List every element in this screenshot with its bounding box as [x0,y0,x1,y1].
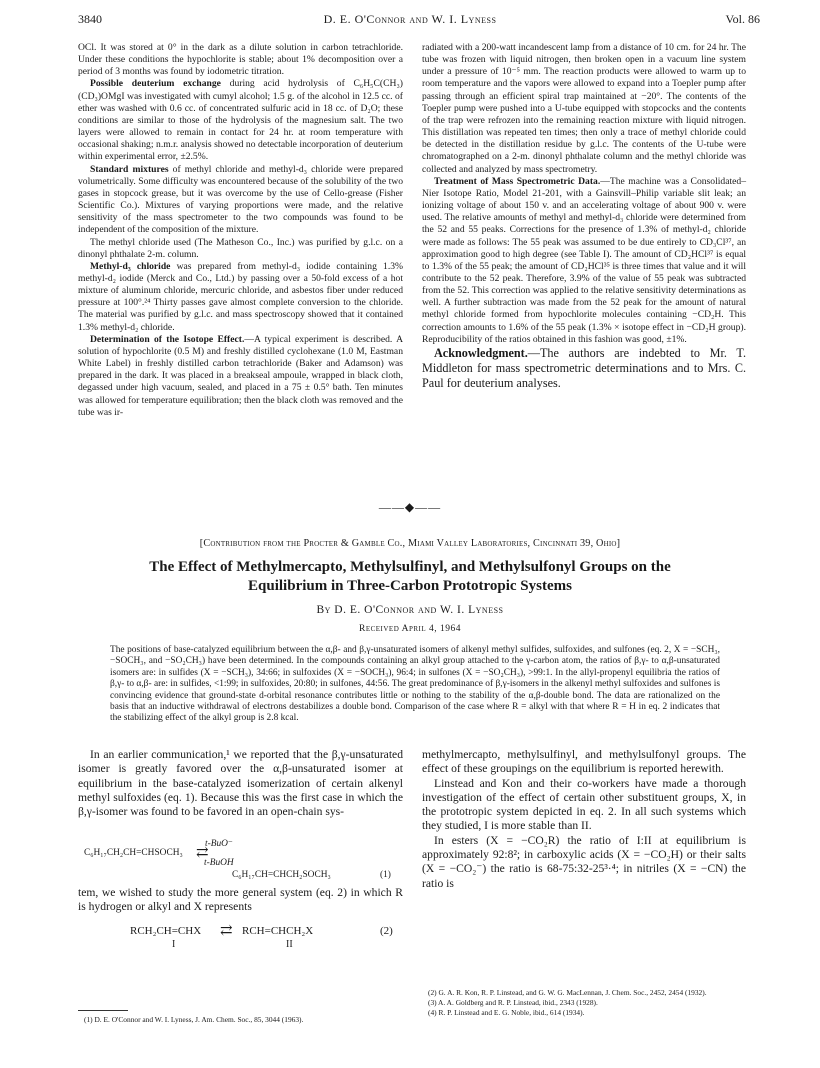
paragraph: In esters (X = −CO₂R) the ratio of I:II at equilibrium is approximately 92:8²; in carboxylic acids (X = −CO₂H) or their salts (X = −CO₂⁻) the ratio is 68-75:32-25³·⁴; in nitriles (X = −CN) the ratio is [422,833,746,890]
paragraph: methylmercapto, methylsulfinyl, and methylsulfonyl groups. The effect of these groupings on the equilibrium is reported herewith. [422,748,746,776]
paragraph-text: was prepared from methyl-d₃ iodide containing 1.3% methyl-d₂ iodide (Merck and Co., Ltd.) by passing over a 50-fold excess of a hot mixture of aluminum chloride, mercuric chloride, and asbestos fiber under reduced pressure at 100°.²⁴ Thirty passes gave almost complete conversion to the chloride. The material was purified by g.l.c. and mass spectroscopy showed that it contained 1.3% methyl-d₂ chloride. [78,260,404,333]
paragraph: Linstead and Kon and their co-workers have made a thorough investigation of the effect of certain other substituent groups, X, in the prototropic system depicted in eq. 2. In all such systems which they studied, I is more stable than II. [422,776,746,833]
page-number: 3840 [78,12,102,26]
acknowledgment [422,346,746,392]
run-in-heading: Methyl-d₃ chloride [90,260,171,272]
intro-left-column [78,748,403,819]
eq2-left-side: RCH₂CH=CHX [130,925,202,937]
paragraph [78,164,403,237]
acknowledgment-text: —The authors are indebted to Mr. T. Middleton for mass spectrometric determinations and to Mrs. C. Paul for deuterium analyses. [422,345,746,391]
paragraph: In an earlier communication,¹ we reported that the β,γ-unsaturated isomer is greatly favored over the α,β-unsaturated isomer at equilibrium in the base-catalyzed isomerization of certain alkenyl methyl sulfoxides (eq. 1). Because this was the first case in which the β,γ-isomer was found to be favored in an open-chain sys- [78,748,403,819]
eq2-number: (2) [380,925,393,937]
intro-left-column-continued [78,886,403,915]
paragraph: The methyl chloride used (The Matheson Co., Inc.) was purified by g.l.c. on a dinonyl phthalate 2-m. column. [78,236,403,260]
volume-label: Vol. 86 [725,12,760,26]
paragraph: tem, we wished to study the more general system (eq. 2) in which R is hydrogen or alkyl and X represents [78,886,403,914]
footnote-1: (1) D. E. O'Connor and W. I. Lyness, J. Am. Chem. Soc., 85, 3044 (1963). [84,1015,304,1024]
eq1-number: (1) [380,870,391,880]
footnote-4: (4) R. P. Linstead and E. G. Noble, ibid., 614 (1934). [428,1008,585,1017]
eq1-reagent-bottom: t-BuOH [204,858,234,868]
run-in-heading: Treatment of Mass Spectrometric Data. [434,175,601,187]
run-in-heading: Determination of the Isotope Effect. [90,333,245,345]
eq1-reagent-top: t-BuO⁻ [205,839,233,849]
paragraph: radiated with a 200-watt incandescent lamp from a distance of 10 cm. for 24 hr. The tube was frozen with liquid nitrogen, then broken open in a vacuum line system under a pressure of 10⁻⁵ mm. The reaction products were allowed to warm up to room temperature and the vapors were allowed to expand into a Toepler pump after passing through an efficient spiral trap maintained at −20°. The contents of the Toepler pump were pushed into a U-tube equipped with stopcocks and the contents of the trap were refrozen into the remaining reaction mixture with liquid nitrogen. This distillation was repeated ten times; then only a trace of methyl chloride could be detected in the distillation residue by g.l.c. The contents of the U-tube were chromatographed on a 2-m. dinonyl phthalate column and the methyl chloride was collected and analyzed by mass spectrometry. [422,42,746,175]
section-ornament: ——◆—— [378,500,442,514]
paragraph-text: —A typical experiment is described. A solution of hypochlorite (0.5 M) and freshly distilled cyclohexane (1.0 M, Eastman White Label) in freshly distilled carbon tetrachloride (Baker and Adamson) was prepared in the dark. It was placed in a breakseal ampoule, wrapped in black cloth, degassed under high vacuum, sealed, and placed in a 75 ± 0.5° bath. Ten minutes was allowed for temperature equilibration; then the black cloth was removed and the tube was ir- [78,333,404,418]
article-title: The Effect of Methylmercapto, Methylsulfinyl, and Methylsulfonyl Groups on the Equilibrium in Three-Carbon Prototropic Systems [149,559,671,594]
contribution-line: [Contribution from the Procter & Gamble Co., Miami Valley Laboratories, Cincinnati 39, Ohio] [199,538,621,549]
eq2-equilibrium-arrows: ⇄ [220,923,233,939]
paragraph [78,78,403,163]
run-in-heading: Standard mixtures [90,163,169,175]
eq1-right-side: C₆H₁₇CH=CHCH₂SOCH₃ [232,870,331,880]
eq1-equilibrium-arrows: ⇄ [196,845,209,861]
eq2-label-isomer-one: I [172,939,176,950]
paragraph [78,261,403,334]
eq2-label-isomer-two: II [286,939,293,950]
eq2-right-side: RCH=CHCH₂X [242,925,314,937]
footnotes-right [428,988,746,1018]
footnote-2: (2) G. A. R. Kon, R. P. Linstead, and G. W. G. MacLennan, J. Chem. Soc., 2452, 2454 (1932). [428,988,707,997]
eq1-left-side: C₆H₁₇CH₂CH=CHSOCH₃ [84,848,183,858]
author-byline: By D. E. O'Connor and W. I. Lyness [316,604,504,616]
footnote-rule [78,1010,128,1011]
acknowledgment-heading: Acknowledgment. [434,345,528,360]
paragraph-text: —The machine was a Consolidated–Nier Isotope Ratio, Model 21-201, with a Gainsvill–Philip variable slit leak; an ionizing voltage of about 150 v. and an accelerating voltage of about 900 v. were used. The relative amounts of methyl and methyl-d₃ chloride were determined from the 52 and 55 peaks. Corrections for the presence of 1.3% of methyl-d₂ chloride were made as follows: The 55 peak was assumed to be due entirely to CD₃Cl³⁷, an approximation good to high degree (see Table I). The amount of CD₂HCl³⁷ is equal to 1.3% of the 55 peak; the amount of CD₂HCl³⁵ is three times that value and it will contribute to the 52 peak. Therefore, 3.9% of the value of 55 peak was subtracted from the 52. This correction was applied to the relative sensitivity determinations as well. A further subtraction was made from the 52 peak for the amount of natural methyl chloride formed from hypochlorite molecules containing −CD₂H. This correction amounts to 1.6% of the 55 peak (1.3% × isotope effect in −CD₂H group). Reproducibility of the ratios obtained in this fashion was good, ±1%. [422,175,746,345]
abstract: The positions of base-catalyzed equilibrium between the α,β- and β,γ-unsaturated isomers of alkenyl methyl sulfides, sulfoxides, and sulfones (eq. 2, X = −SCH₃, −SOCH₃, and −SO₂CH₃) have been determined. In the compounds containing an alkyl group attached to the γ-carbon atom, the ratios of β,γ- to α,β-unsaturated isomers are: in sulfides (X = −SCH₃), 34:66; in sulfoxides (X = −SOCH₃), 96:4; in sulfones (X = −SO₂CH₃), >99:1. In the allyl-propenyl equilibria the ratios of β,γ- to α,β- are: in sulfides, <1:99; in sulfoxides, 20:80; in sulfones, 44:56. The great predominance of β,γ-isomers in the alkenyl methyl sulfoxides and sulfones is convincing evidence that ground-state d-orbital resonance contributes little or nothing to the stability of the α,β-double bond. The data are rationalized on the basis that an inductive withdrawal of electrons destabilizes a double bond. Comparison of the case where R = alkyl with that where R = H in eq. 2 indicates that the stabilizing effect of the alkyl group is 2.8 kcal. [110,645,720,724]
experimental-right-column [422,42,746,392]
experimental-left-column [78,42,403,419]
paragraph-text: of methyl chloride and methyl-d₃ chloride were prepared volumetrically. Some difficulty was encountered because of the solubility of the two gases in stopcock grease, but it was overcome by the use of Cello-grease (Fisher Scientific Co.). Mixtures of varying proportions were made, and the relative sensitivity of the mass spectrometer to the two compounds was found to be independent of the composition of the mixture. [78,163,403,236]
paragraph [422,176,746,346]
paragraph-text: during acid hydrolysis of C₆H₅C(CH₃)(CD₃)OMgI was investigated with cumyl alcohol; 1.5 g. of the alcohol in 12.5 cc. of ether was washed with 0.6 cc. of concentrated sulfuric acid in 18 cc. of D₂O; these conditions are similar to those of the hydrolysis of the magnesium salt. The two layers were allowed to remain in contact for 24 hr. at room temperature with occasional shaking; n.m.r. analysis showed no detectable incorporation of deuterium within experimental error, ±2.5%. [78,78,403,163]
footnote-3: (3) A. A. Goldberg and R. P. Linstead, ibid., 2343 (1928). [428,998,598,1007]
intro-right-column [422,748,746,891]
running-title: D. E. O'Connor and W. I. Lyness [323,12,497,26]
paragraph: OCl. It was stored at 0° in the dark as a dilute solution in carbon tetrachloride. Under these conditions the hypochlorite is stable; about 1% decomposition over a period of 3 months was found by iodometric titration. [78,42,403,78]
received-date: Received April 4, 1964 [358,624,462,634]
run-in-heading: Possible deuterium exchange [90,78,221,90]
paragraph [78,334,403,419]
